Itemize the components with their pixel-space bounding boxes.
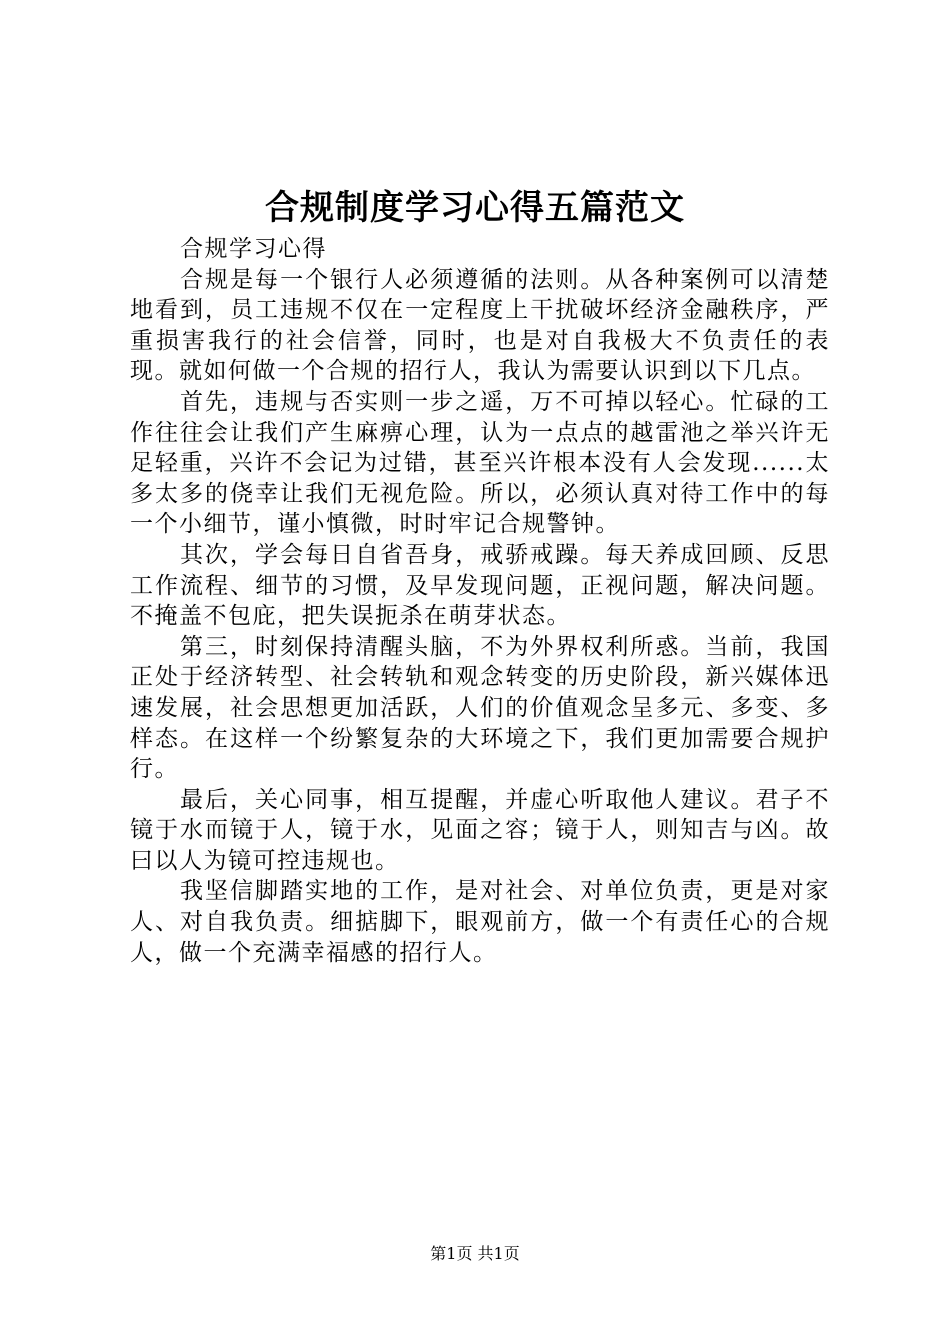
paragraph-second-point: 其次，学会每日自省吾身，戒骄戒躁。每天养成回顾、反思工作流程、细节的习惯，及早发现问题，正视问题，解决问题。不掩盖不包庇，把失误扼杀在萌芽状态。 xyxy=(130,541,830,630)
document-body xyxy=(130,234,830,968)
paragraph-first-point: 首先，违规与否实则一步之遥，万不可掉以轻心。忙碌的工作往往会让我们产生麻痹心理，认为一点点的越雷池之举兴许无足轻重，兴许不会记为过错，甚至兴许根本没有人会发现......太多太多的侥幸让我们无视危险。所以，必须认真对待工作中的每一个小细节，谨小慎微，时时牢记合规警钟。 xyxy=(130,388,830,538)
section-heading: 合规学习心得 xyxy=(180,236,327,262)
document-title: 合规制度学习心得五篇范文 xyxy=(265,188,685,228)
page-number-footer: 第1页 共1页 xyxy=(430,1244,520,1263)
paragraph-intro: 合规是每一个银行人必须遵循的法则。从各种案例可以清楚地看到，员工违规不仅在一定程度上干扰破坏经济金融秩序，严重损害我行的社会信誉，同时，也是对自我极大不负责任的表现。就如何做一个合规的招行人，我认为需要认识到以下几点。 xyxy=(130,266,830,385)
paragraph-third-point: 第三，时刻保持清醒头脑，不为外界权利所惑。当前，我国正处于经济转型、社会转轨和观念转变的历史阶段，新兴媒体迅速发展，社会思想更加活跃，人们的价值观念呈多元、多变、多样态。在这样一个纷繁复杂的大环境之下，我们更加需要合规护行。 xyxy=(130,633,830,783)
paragraph-fourth-point: 最后，关心同事，相互提醒，并虚心听取他人建议。君子不镜于水而镜于人，镜于水，见面之容；镜于人，则知吉与凶。故曰以人为镜可控违规也。 xyxy=(130,786,830,874)
paragraph-conclusion: 我坚信脚踏实地的工作，是对社会、对单位负责，更是对家人、对自我负责。细掂脚下，眼观前方，做一个有责任心的合规人，做一个充满幸福感的招行人。 xyxy=(130,878,830,966)
